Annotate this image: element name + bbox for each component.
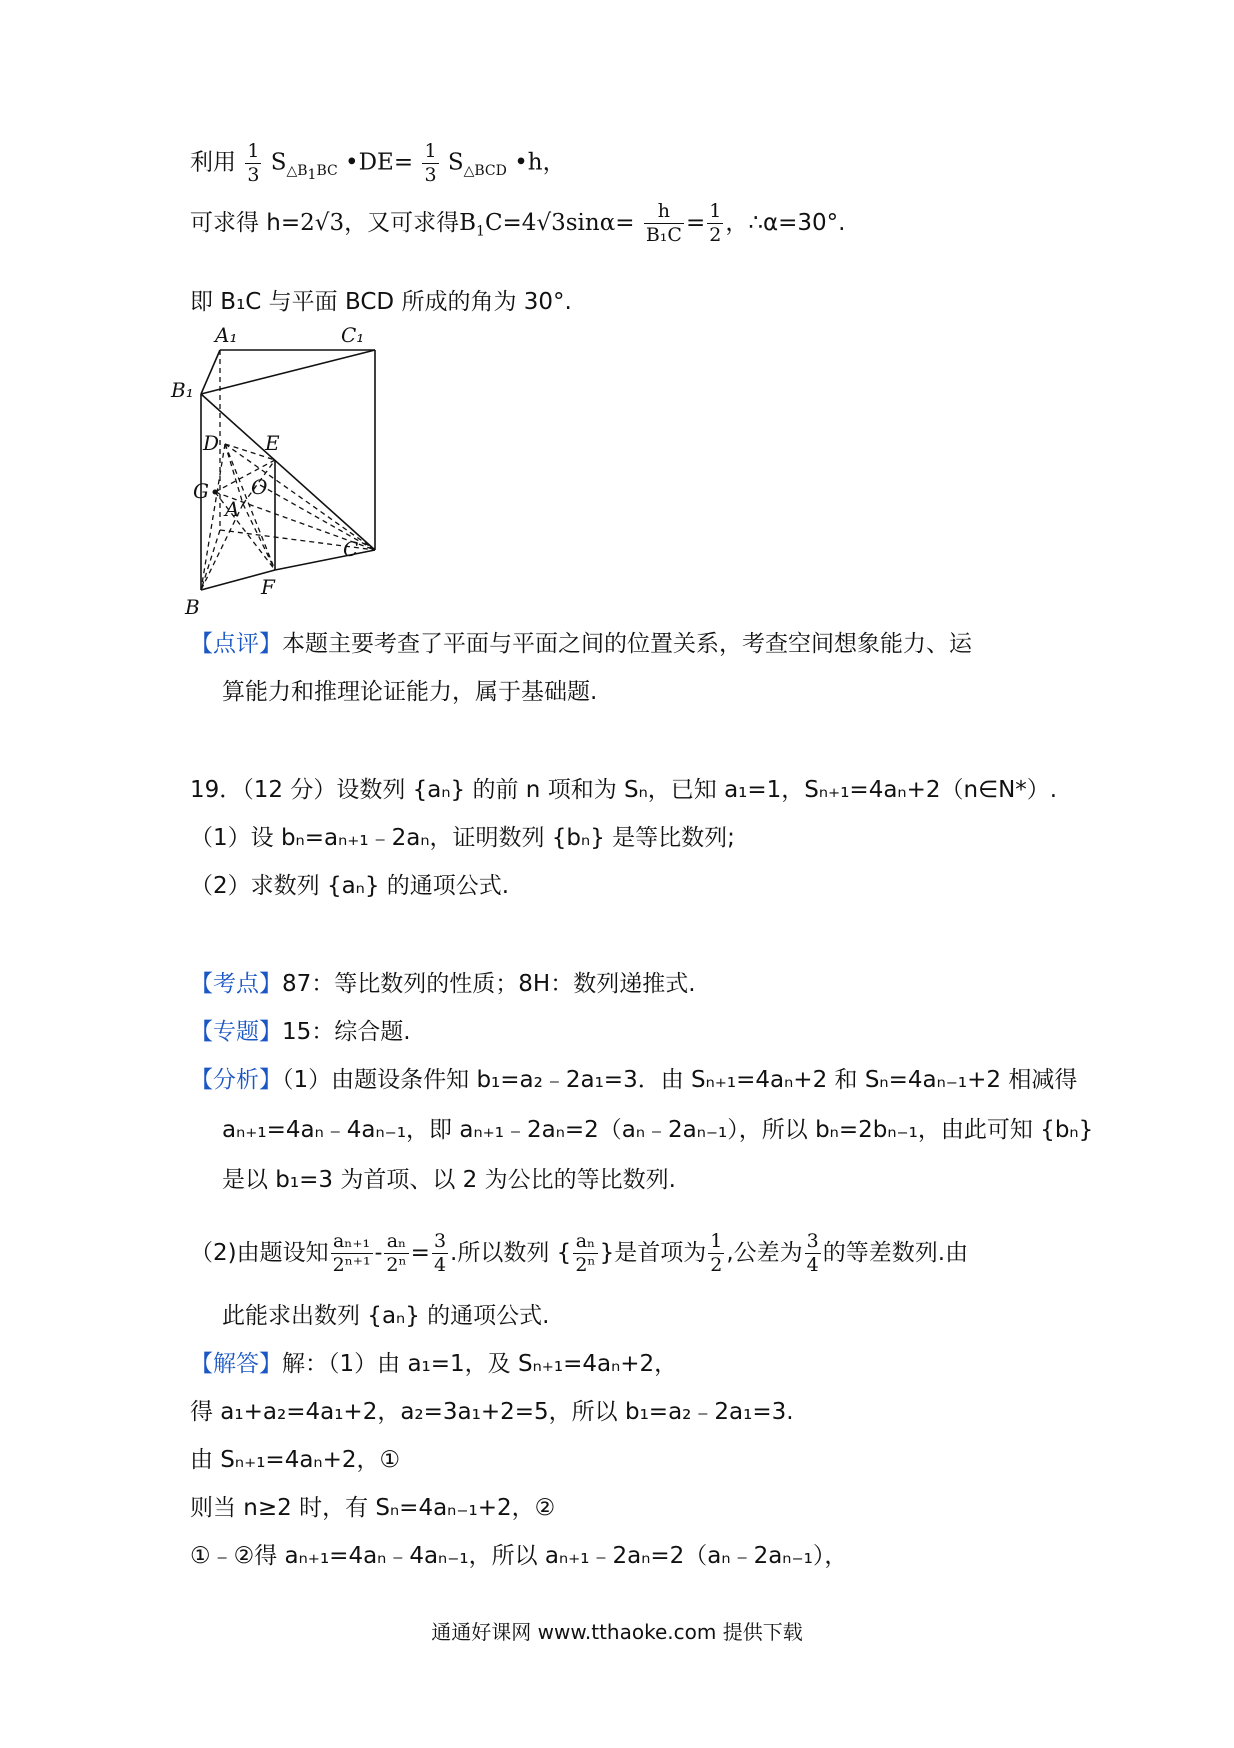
text-line-3: 即 B₁C 与平面 BCD 所成的角为 30°. — [190, 289, 572, 315]
jieda-line-3: 由 Sₙ₊₁=4aₙ+2，① — [190, 1447, 401, 1473]
fraction-three-quarters-2: $\frac{3}{4}$ — [806, 1230, 819, 1276]
question-19-part2: （2）求数列 {aₙ} 的通项公式. — [190, 873, 510, 899]
question-19-part1: （1）设 bₙ=aₙ₊₁﹣2aₙ，证明数列 {bₙ} 是等比数列; — [190, 825, 735, 851]
fenxi-line-2: aₙ₊₁=4aₙ﹣4aₙ₋₁，即 aₙ₊₁﹣2aₙ=2（aₙ﹣2aₙ₋₁），所以 bₙ=2bₙ₋₁，由此可知 {bₙ} — [222, 1117, 1094, 1143]
formula-line-1: 利用 $\frac{1}{3}$ $S_{\triangle B_1BC}$ •DE= $\frac{1}{3}$ $S_{\triangle BCD}$ •h， — [190, 140, 566, 186]
jieda-line-4: 则当 n≥2 时，有 Sₙ=4aₙ₋₁+2，② — [190, 1495, 556, 1521]
comment-line-2: 算能力和推理论证能力，属于基础题. — [222, 679, 598, 705]
fenxi-line-4: （2)由题设知 $\frac{\text{aₙ₊₁}}{\text{2ⁿ⁺¹}}$ - $\frac{\text{aₙ}}{\text{2ⁿ}}$ = $\frac{3}{4}$ .所以数列 { $\frac{\text{aₙ}}{\text{2ⁿ}}$ }是首项为 $\frac{1}{2}$ ,公差为 $\frac{3}{4}$ 的等差数列.由 — [190, 1230, 969, 1276]
svg-text:F: F — [261, 575, 275, 599]
svg-text:E: E — [265, 431, 280, 455]
fenxi-line-3: 是以 b₁=3 为首项、以 2 为公比的等比数列. — [222, 1167, 676, 1193]
jieda-line-5: ①﹣②得 aₙ₊₁=4aₙ﹣4aₙ₋₁，所以 aₙ₊₁﹣2aₙ=2（aₙ﹣2aₙ₋₁）， — [190, 1543, 848, 1569]
fraction-one-half: $\frac{1}{2}$ — [709, 200, 722, 246]
text: S — [447, 149, 464, 176]
fraction-one-third: $\frac{1}{3}$ — [247, 140, 260, 186]
kaodian-line: 【考点】87：等比数列的性质；8H：数列递推式. — [190, 971, 696, 997]
jieda-line-1: 【解答】解：（1）由 a₁=1，及 Sₙ₊₁=4aₙ+2， — [190, 1351, 678, 1377]
svg-text:C₁: C₁ — [341, 323, 365, 347]
text: •h， — [514, 149, 566, 176]
svg-text:D: D — [203, 431, 220, 455]
comment-line-1: 【点评】本题主要考查了平面与平面之间的位置关系，考查空间想象能力、运 — [190, 631, 972, 657]
fraction-three-quarters: $\frac{3}{4}$ — [433, 1230, 447, 1276]
comment-tag: 【点评】 — [190, 631, 282, 657]
svg-text:C: C — [343, 537, 359, 561]
fraction-an-over-2n: $\frac{\text{aₙ}}{\text{2ⁿ}}$ — [386, 1230, 407, 1276]
fraction-h-over-b1c: $\frac{h}{\text{B₁C}}$ — [645, 200, 682, 246]
fraction-one-third-2: $\frac{1}{3}$ — [424, 140, 437, 186]
zhuanti-line: 【专题】15：综合题. — [190, 1019, 411, 1045]
fenxi-line-1: 【分析】（1）由题设条件知 b₁=a₂﹣2a₁=3．由 Sₙ₊₁=4aₙ+2 和 Sₙ=4aₙ₋₁+2 相减得 — [190, 1067, 1078, 1093]
svg-text:A: A — [225, 497, 240, 521]
text: •DE= — [345, 149, 414, 176]
fraction-an-over-2n-2: $\frac{\text{aₙ}}{\text{2ⁿ}}$ — [575, 1230, 596, 1276]
jieda-line-2: 得 a₁+a₂=4a₁+2，a₂=3a₁+2=5，所以 b₁=a₂﹣2a₁=3. — [190, 1399, 794, 1425]
prism-figure — [171, 322, 405, 622]
fraction-one-half-2: $\frac{1}{2}$ — [710, 1230, 723, 1276]
svg-text:G: G — [193, 479, 209, 503]
question-19: 19．（12 分）设数列 {aₙ} 的前 n 项和为 Sₙ，已知 a₁=1，Sₙ₊₁=4aₙ+2（n∈N*）. — [190, 777, 1058, 803]
text: S — [270, 149, 287, 176]
fraction-an1-over-2n1: $\frac{\text{aₙ₊₁}}{\text{2ⁿ⁺¹}}$ — [332, 1230, 371, 1276]
svg-text:A₁: A₁ — [215, 323, 238, 347]
svg-text:B₁: B₁ — [171, 378, 194, 402]
text: 利用 — [190, 149, 236, 176]
formula-line-2: 可求得 h=2√3，又可求得$B_1C=4√3\sin\alpha=$ $\frac{h}{\text{B₁C}}$ = $\frac{1}{2}$ ，∴α=30°. — [190, 200, 846, 246]
svg-text:O: O — [251, 475, 268, 499]
svg-text:B: B — [185, 595, 200, 619]
page-footer: 通通好课网 www.tthaoke.com 提供下载 — [431, 1620, 803, 1644]
fenxi-line-5: 此能求出数列 {aₙ} 的通项公式. — [222, 1303, 550, 1329]
